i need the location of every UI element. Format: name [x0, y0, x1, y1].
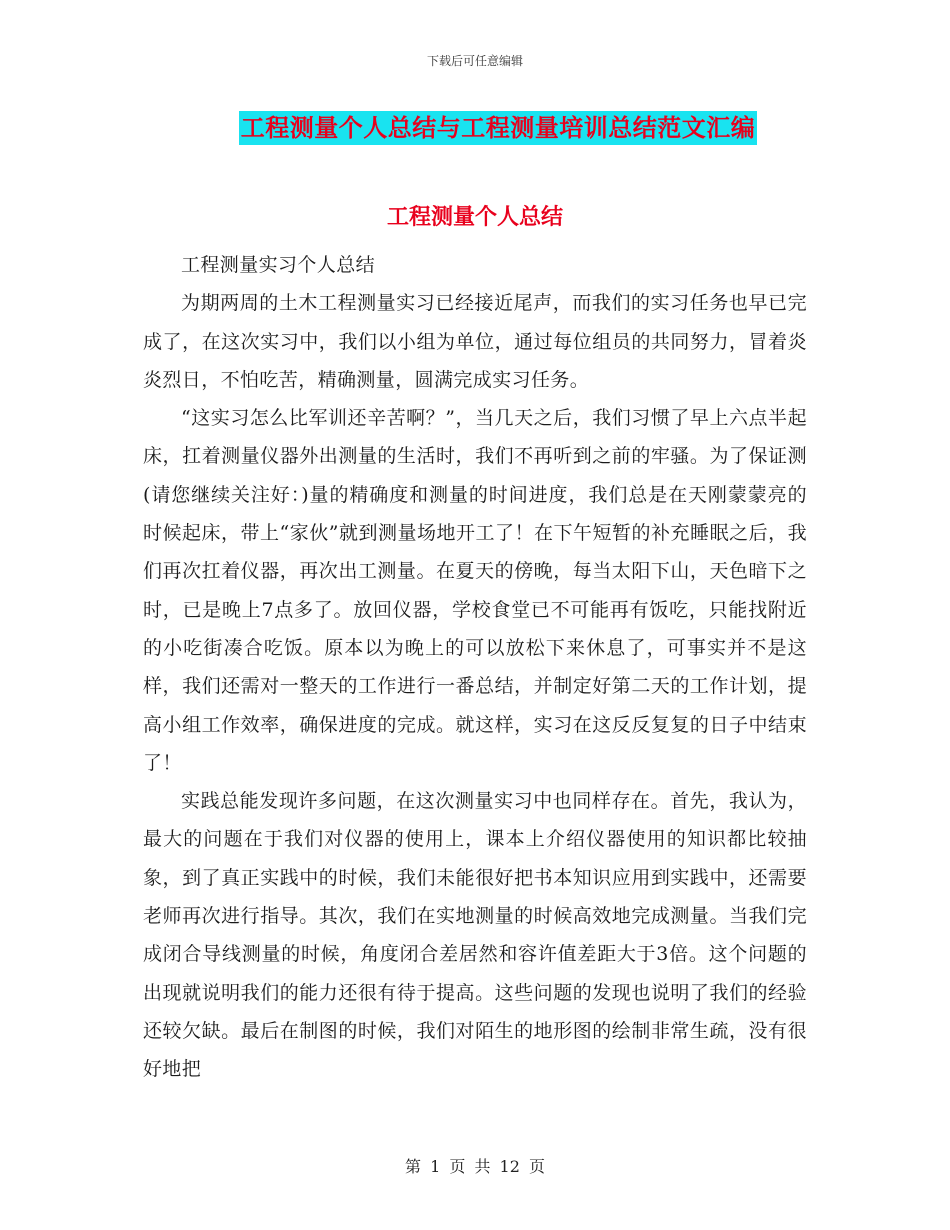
title-container [0, 111, 950, 145]
document-body [143, 246, 807, 1089]
document-title: 工程测量个人总结与工程测量培训总结范文汇编 [239, 111, 758, 145]
paragraph: 实践总能发现许多问题，在这次测量实习中也同样存在。首先，我认为，最大的问题在于我们对仪器的使用上，课本上介绍仪器使用的知识都比较抽象，到了真正实践中的时候，我们未能很好把书本知识应用到实践中，还需要老师再次进行指导。其次，我们在实地测量的时候高效地完成测量。当我们完成闭合导线测量的时候，角度闭合差居然和容许值差距大于3倍。这个问题的出现就说明我们的能力还很有待于提高。这些问题的发现也说明了我们的经验还较欠缺。最后在制图的时候，我们对陌生的地形图的绘制非常生疏，没有很好地把 [143, 790, 807, 1081]
page-number: 第 1 页 共 12 页 [405, 1157, 545, 1176]
page-header: 下载后可任意编辑 [426, 54, 523, 68]
section-title: 工程测量个人总结 [386, 204, 563, 230]
paragraph: “这实习怎么比军训还辛苦啊？”，当几天之后，我们习惯了早上六点半起床，扛着测量仪器外出测量的生活时，我们不再听到之前的牢骚。为了保证测(请您继续关注好：)量的精确度和测量的时间进度，我们总是在天刚蒙蒙亮的时候起床，带上“家伙”就到测量场地开工了！在下午短暂的补充睡眠之后，我们再次扛着仪器，再次出工测量。在夏天的傍晚，每当太阳下山，天色暗下之时，已是晚上7点多了。放回仪器，学校食堂已不可能再有饭吃，只能找附近的小吃街凑合吃饭。原本以为晚上的可以放松下来休息了，可事实并不是这样，我们还需对一整天的工作进行一番总结，并制定好第二天的工作计划，提高小组工作效率，确保进度的完成。就这样，实习在这反反复复的日子中结束了！ [143, 407, 807, 774]
paragraph: 工程测量实习个人总结 [181, 254, 376, 276]
paragraph: 为期两周的土木工程测量实习已经接近尾声，而我们的实习任务也早已完成了，在这次实习中，我们以小组为单位，通过每位组员的共同努力，冒着炎炎烈日，不怕吃苦，精确测量，圆满完成实习任务。 [143, 292, 807, 391]
